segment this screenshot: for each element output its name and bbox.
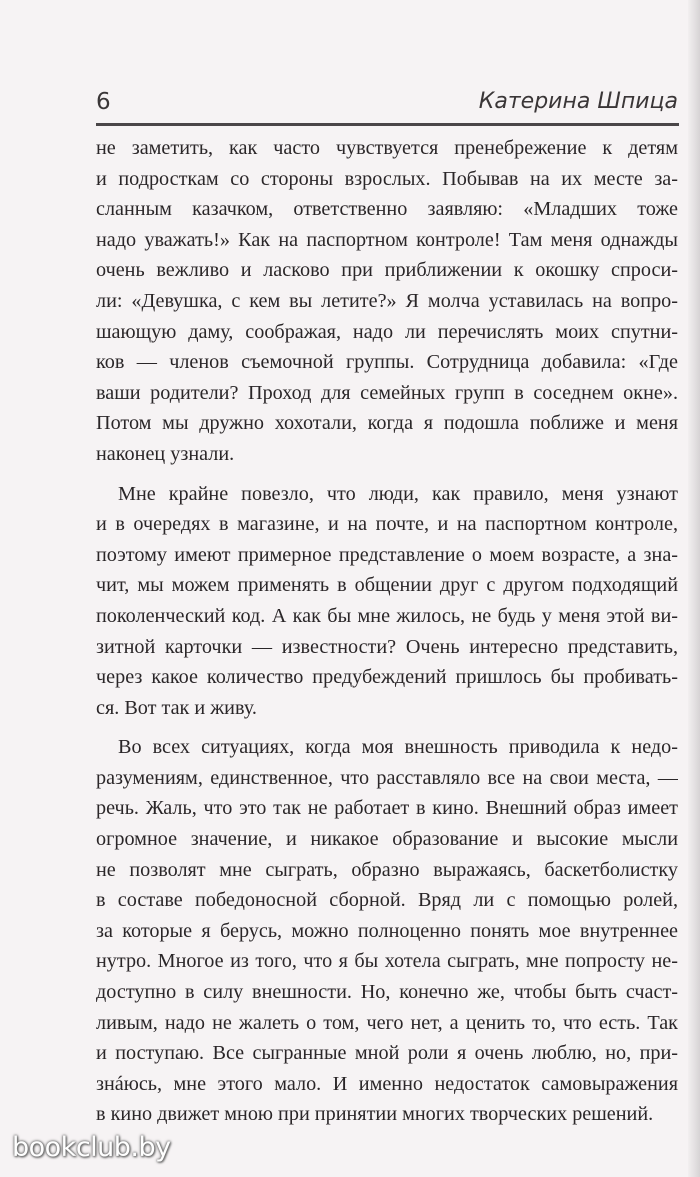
text-line: в составе победоносной сборной. Вряд ли с помощью ролей, [96, 889, 678, 912]
page-number: 6 [96, 89, 111, 115]
text-line: ся. Вот так и живу. [96, 696, 257, 719]
text-line: речь. Жаль, что это так не работает в кино. Внешний образ имеет [96, 797, 678, 820]
watermark: bookclub.by [12, 1132, 171, 1163]
text-line: и подросткам со стороны взрослых. Побывав на их месте за- [96, 167, 678, 190]
paragraph-gap [96, 470, 678, 479]
paragraph-gap [96, 723, 678, 732]
text-line: разумениям, единственное, что расставляло все на свои места, — [96, 766, 678, 789]
text-line: нутро. Многое из того, что я бы хотела сыграть, мне попросту не- [96, 950, 678, 973]
running-title-author: Катерина Шпица [478, 89, 678, 114]
text-line: и в очередях в магазине, и на почте, и на паспортном контроле, [96, 513, 678, 536]
text-line: поколенческий код. А как бы мне жилось, не будь у меня этой ви- [96, 604, 678, 627]
page-edge-shadow [688, 0, 700, 1177]
text-line: не заметить, как часто чувствуется пренебрежение к детям [96, 137, 678, 159]
page-header [96, 85, 678, 125]
text-line: ков — членов съемочной группы. Сотрудница добавила: «Где [96, 351, 678, 374]
text-line: наконец узнали. [96, 442, 235, 465]
text-line: очень вежливо и ласково при приближении к окошку спроси- [96, 259, 678, 282]
text-line: Потом мы дружно хохотали, когда я подошла поближе и меня [96, 412, 678, 435]
text-line: и поступаю. Все сыгранные мной роли я очень люблю, но, при- [96, 1042, 678, 1065]
text-line: ли: «Девушка, с кем вы летите?» Я молча уставилась на вопро- [96, 289, 678, 312]
text-line: знáюсь, мне этого мало. И именно недостаток самовыражения [96, 1072, 678, 1095]
text-line: огромное значение, и никакое образование и высокие мысли [96, 828, 678, 851]
text-line: шающую даму, соображая, надо ли перечислять моих спутни- [96, 320, 678, 343]
text-line: ливым, надо не жалеть о том, чего нет, а ценить то, что есть. Так [96, 1011, 678, 1034]
text-line: сланным казачком, ответственно заявляю: «Младших тоже [96, 198, 678, 221]
text-line: чит, мы можем применять в общении друг с другом подходящий [96, 574, 678, 597]
paragraph [96, 133, 678, 470]
text-line: Мне крайне повезло, что люди, как правило, меня узнают [118, 482, 678, 505]
text-line: поэтому имеют примерное представление о моем возрасте, а зна- [96, 543, 678, 566]
text-line: в кино движет мною при принятии многих творческих решений. [96, 1103, 654, 1126]
text-line: за которые я берусь, можно полноценно понять мое внутреннее [96, 919, 678, 942]
paragraph [96, 479, 678, 724]
text-line: Во всех ситуациях, когда моя внешность приводила к недо- [118, 736, 678, 759]
header-rule [96, 123, 679, 126]
paragraph [96, 732, 678, 1130]
text-line: доступно в силу внешности. Но, конечно же, чтобы быть счаст- [96, 981, 678, 1004]
text-line: не позволят мне сыграть, образно выражаясь, баскетболистку [96, 858, 678, 881]
body-text [96, 133, 678, 1130]
text-line: через какое количество предубеждений пришлось бы пробивать- [96, 666, 678, 689]
text-line: надо уважать!» Как на паспортном контроле! Там меня однажды [96, 228, 678, 251]
text-line: ваши родители? Проход для семейных групп в соседнем окне». [96, 381, 678, 404]
text-line: зитной карточки — известности? Очень интересно представить, [96, 635, 678, 658]
